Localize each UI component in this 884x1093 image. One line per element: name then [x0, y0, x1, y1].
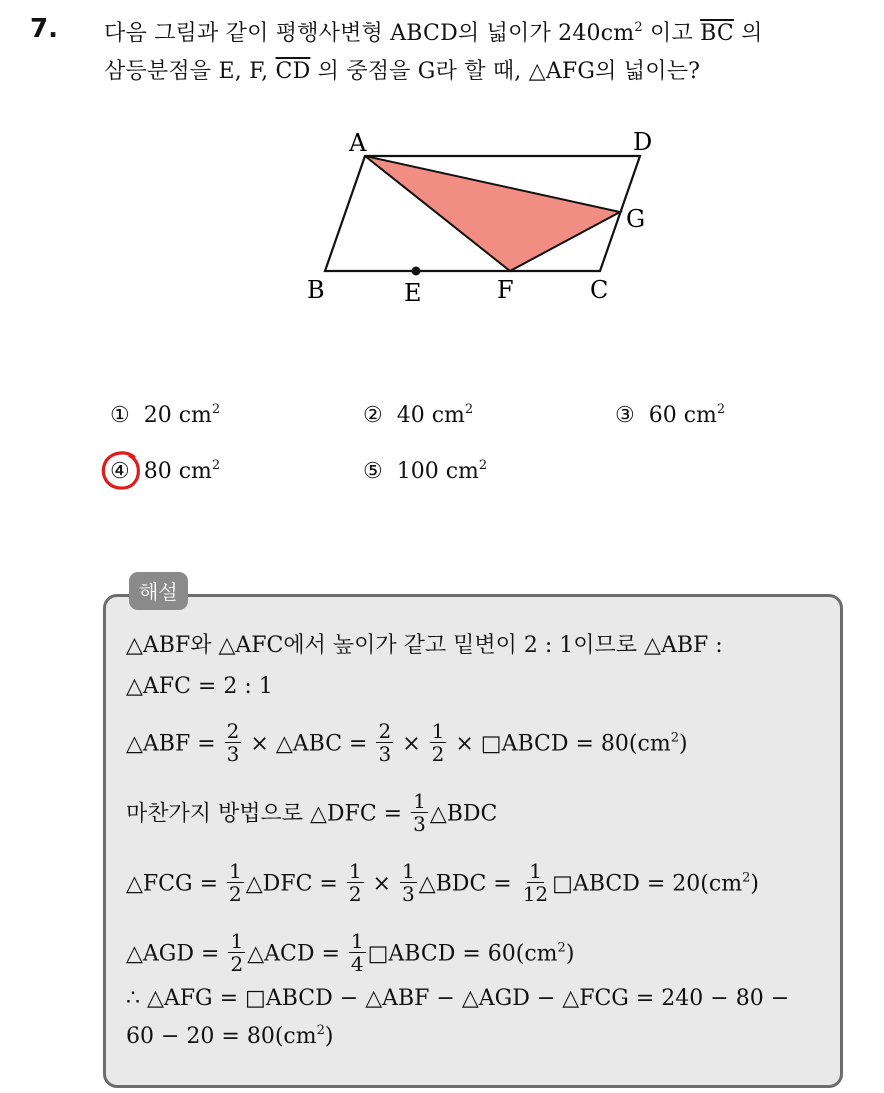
triangle-afg [365, 156, 620, 271]
label-d: D [633, 128, 653, 156]
question-text-line-1: 다음 그림과 같이 평행사변형 ABCD의 넓이가 $240cm^2$ 이고 $\overline{BC}$ 의 [104, 20, 763, 46]
parallelogram-figure [300, 124, 680, 314]
fraction: $\frac{2}{3}$ [226, 719, 240, 766]
fraction: $\frac{2}{3}$ [378, 719, 392, 766]
label-e: E [404, 279, 422, 307]
choice-4[interactable]: ④ 80 $cm^2$ [110, 458, 221, 484]
label-c: C [590, 276, 609, 304]
label-b: B [307, 276, 325, 304]
solution-line-3: △ABF = $\frac{2}{3}$ × △ABC = $\frac{2}{3}$ × $\frac{1}{2}$ × □ABCD = $80(cm^2)$ [126, 719, 688, 766]
choice-2[interactable]: ② 40 $cm^2$ [363, 402, 474, 428]
solution-line-7: ∴ △AFG = □ABCD − △ABF − △AGD − △FCG = 240 − 80 − [126, 986, 790, 1011]
solution-line-2: △AFC = 2 : 1 [126, 674, 273, 699]
fraction: $\frac{1}{2}$ [229, 859, 242, 906]
fraction: $\frac{1}{3}$ [413, 789, 426, 836]
point-e [412, 267, 421, 276]
fraction: $\frac{1}{2}$ [348, 859, 362, 906]
choice-3[interactable]: ③ 60 $cm^2$ [615, 402, 726, 428]
solution-line-5: △FCG = $\frac{1}{2}$ △DFC = $\frac{1}{2}$ × $\frac{1}{3}$ △BDC = $\frac{1}{12}$ □ABCD = $20(cm^2)$ [126, 859, 759, 906]
label-g: G [626, 205, 646, 233]
fraction: $\frac{1}{12}$ [522, 859, 549, 906]
fraction: $\frac{1}{2}$ [230, 929, 244, 976]
fraction: $\frac{1}{2}$ [431, 719, 445, 766]
question-number: 7. [30, 14, 58, 44]
segment-bc: $\overline{BC}$ [700, 21, 734, 46]
solution-line-4: 마찬가지 방법으로 △DFC = $\frac{1}{3}$ △BDC [126, 789, 498, 836]
fraction: $\frac{1}{3}$ [401, 859, 415, 906]
solution-line-8: $60 - 20 = 80(cm^2)$ [126, 1023, 334, 1049]
answer-mark-circle [100, 449, 142, 491]
choice-5[interactable]: ⑤ 100 $cm^2$ [363, 458, 488, 484]
question-text-line-2: 삼등분점을 E, F, $\overline{CD}$ 의 중점을 G라 할 때, △AFG의 넓이는? [104, 59, 701, 84]
choice-1[interactable]: ① 20 $cm^2$ [110, 402, 221, 428]
solution-line-6: △AGD = $\frac{1}{2}$ △ACD = $\frac{1}{4}$ □ABCD = $60(cm^2)$ [126, 929, 575, 976]
solution-tag: 해설 [129, 572, 188, 610]
fraction: $\frac{1}{4}$ [350, 929, 364, 976]
segment-cd: $\overline{CD}$ [275, 59, 311, 84]
label-f: F [497, 276, 514, 304]
solution-line-1: △ABF와 △AFC에서 높이가 같고 밑변이 2 : 1이므로 △ABF : [126, 633, 723, 658]
label-a: A [349, 129, 367, 157]
